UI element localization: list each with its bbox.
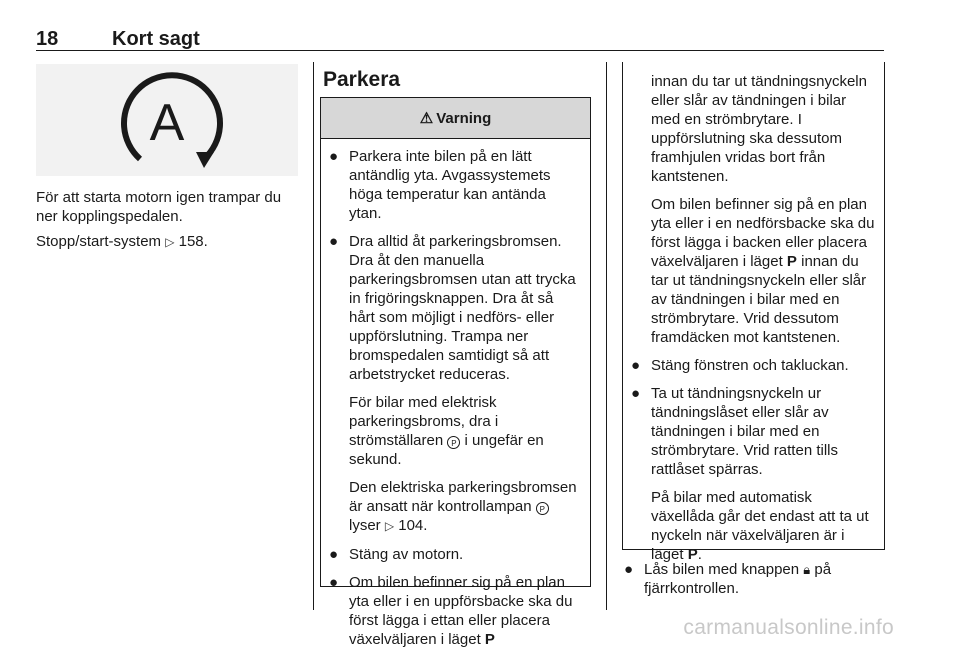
parking-brake-lamp-icon: P (536, 502, 549, 515)
page-title: Kort sagt (112, 28, 200, 50)
restart-paragraph: För att starta motorn igen trampar du ner kopplingspedalen. (36, 189, 282, 225)
warning-item-2-sub1: För bilar med elektrisk parkeringsbroms, dra i strömställaren P i ungefär en sekund. (349, 394, 544, 468)
warning-item-2: ● Dra alltid åt parkeringsbromsen. Dra åt den manuella parkeringsbromsen utan att trycka in frigöringsknappen. Dra åt så hårt som möjligt i nedförs- eller uppförslutning. Trampa ner bromspedalen samtidigt så att arbetstrycket reduceras. (329, 233, 576, 383)
stop-start-reference (36, 232, 302, 252)
warning-continued-text: innan du tar ut tändningsnyckeln eller slår av tändningen i bilar med en strömbrytare. I uppförslutning ska dessutom framhjulen vridas bort från kantstenen. (651, 73, 867, 185)
warning-box-continued (622, 62, 885, 563)
page-number: 18 (36, 28, 59, 50)
warning-item-4: ● Om bilen befinner sig på en plan yta eller i en uppförsbacke ska du först lägga i ettan eller placera växelväljaren i läget P (329, 574, 573, 648)
warning-item-2-sub2: Den elektriska parkeringsbromsen är ansatt när kontrollampan P lyser ▷ 104. (349, 479, 577, 534)
watermark: carmanualsonline.info (683, 616, 894, 639)
stop-start-text: Stopp/start-system (36, 233, 162, 250)
warning-item-6: ● Ta ut tändningsnyckeln ur tändningslåset eller slår av tändningen i bilar med en strömbrytare. Vrid ratten tills rattlåset spärras. (631, 385, 838, 478)
warning-item-5: ● Stäng fönstren och takluckan. (631, 357, 849, 374)
icon-letter: A (149, 94, 185, 152)
warning-box (320, 97, 591, 648)
column-divider-mid (606, 62, 607, 610)
parking-brake-icon: P (447, 436, 460, 449)
lock-car-item: ● Lås bilen med knappen 🔒︎ på fjärrkontrollen. (624, 561, 832, 597)
warning-label: Varning (436, 109, 492, 127)
page-ref-arrow-icon: ▷ (384, 519, 395, 533)
warning-item-3: ● Stäng av motorn. (329, 546, 464, 563)
header-rule (36, 50, 884, 51)
warning-header (321, 98, 590, 139)
column-divider-left (313, 62, 314, 610)
page-ref-arrow-icon: ▷ (165, 235, 175, 249)
warning-item-6-sub: På bilar med automatisk växellåda går det endast att ta ut nyckeln när växelväljaren är i läget P. (651, 489, 869, 563)
section-title: Parkera (323, 68, 401, 91)
stop-start-page[interactable]: 158. (178, 233, 208, 250)
auto-stop-start-icon-panel (36, 64, 298, 176)
warning-item-1: ● Parkera inte bilen på en lätt antändlig yta. Avgassystemets höga temperatur kan antända ytan. (329, 148, 551, 222)
auto-stop-start-icon (36, 64, 298, 176)
warning-triangle-icon: ⚠ (419, 110, 434, 127)
lock-key-icon: 🔒︎ (803, 562, 811, 577)
warning-continued-sub: Om bilen befinner sig på en plan yta eller i en nedförsbacke ska du först lägga i backen eller placera växelväljaren i läget P innan du tar ut tändningsnyckeln eller slår av tändningen i bilar med en strömbrytare. Vrid dessutom framdäcken mot kantstenen. (651, 196, 875, 346)
